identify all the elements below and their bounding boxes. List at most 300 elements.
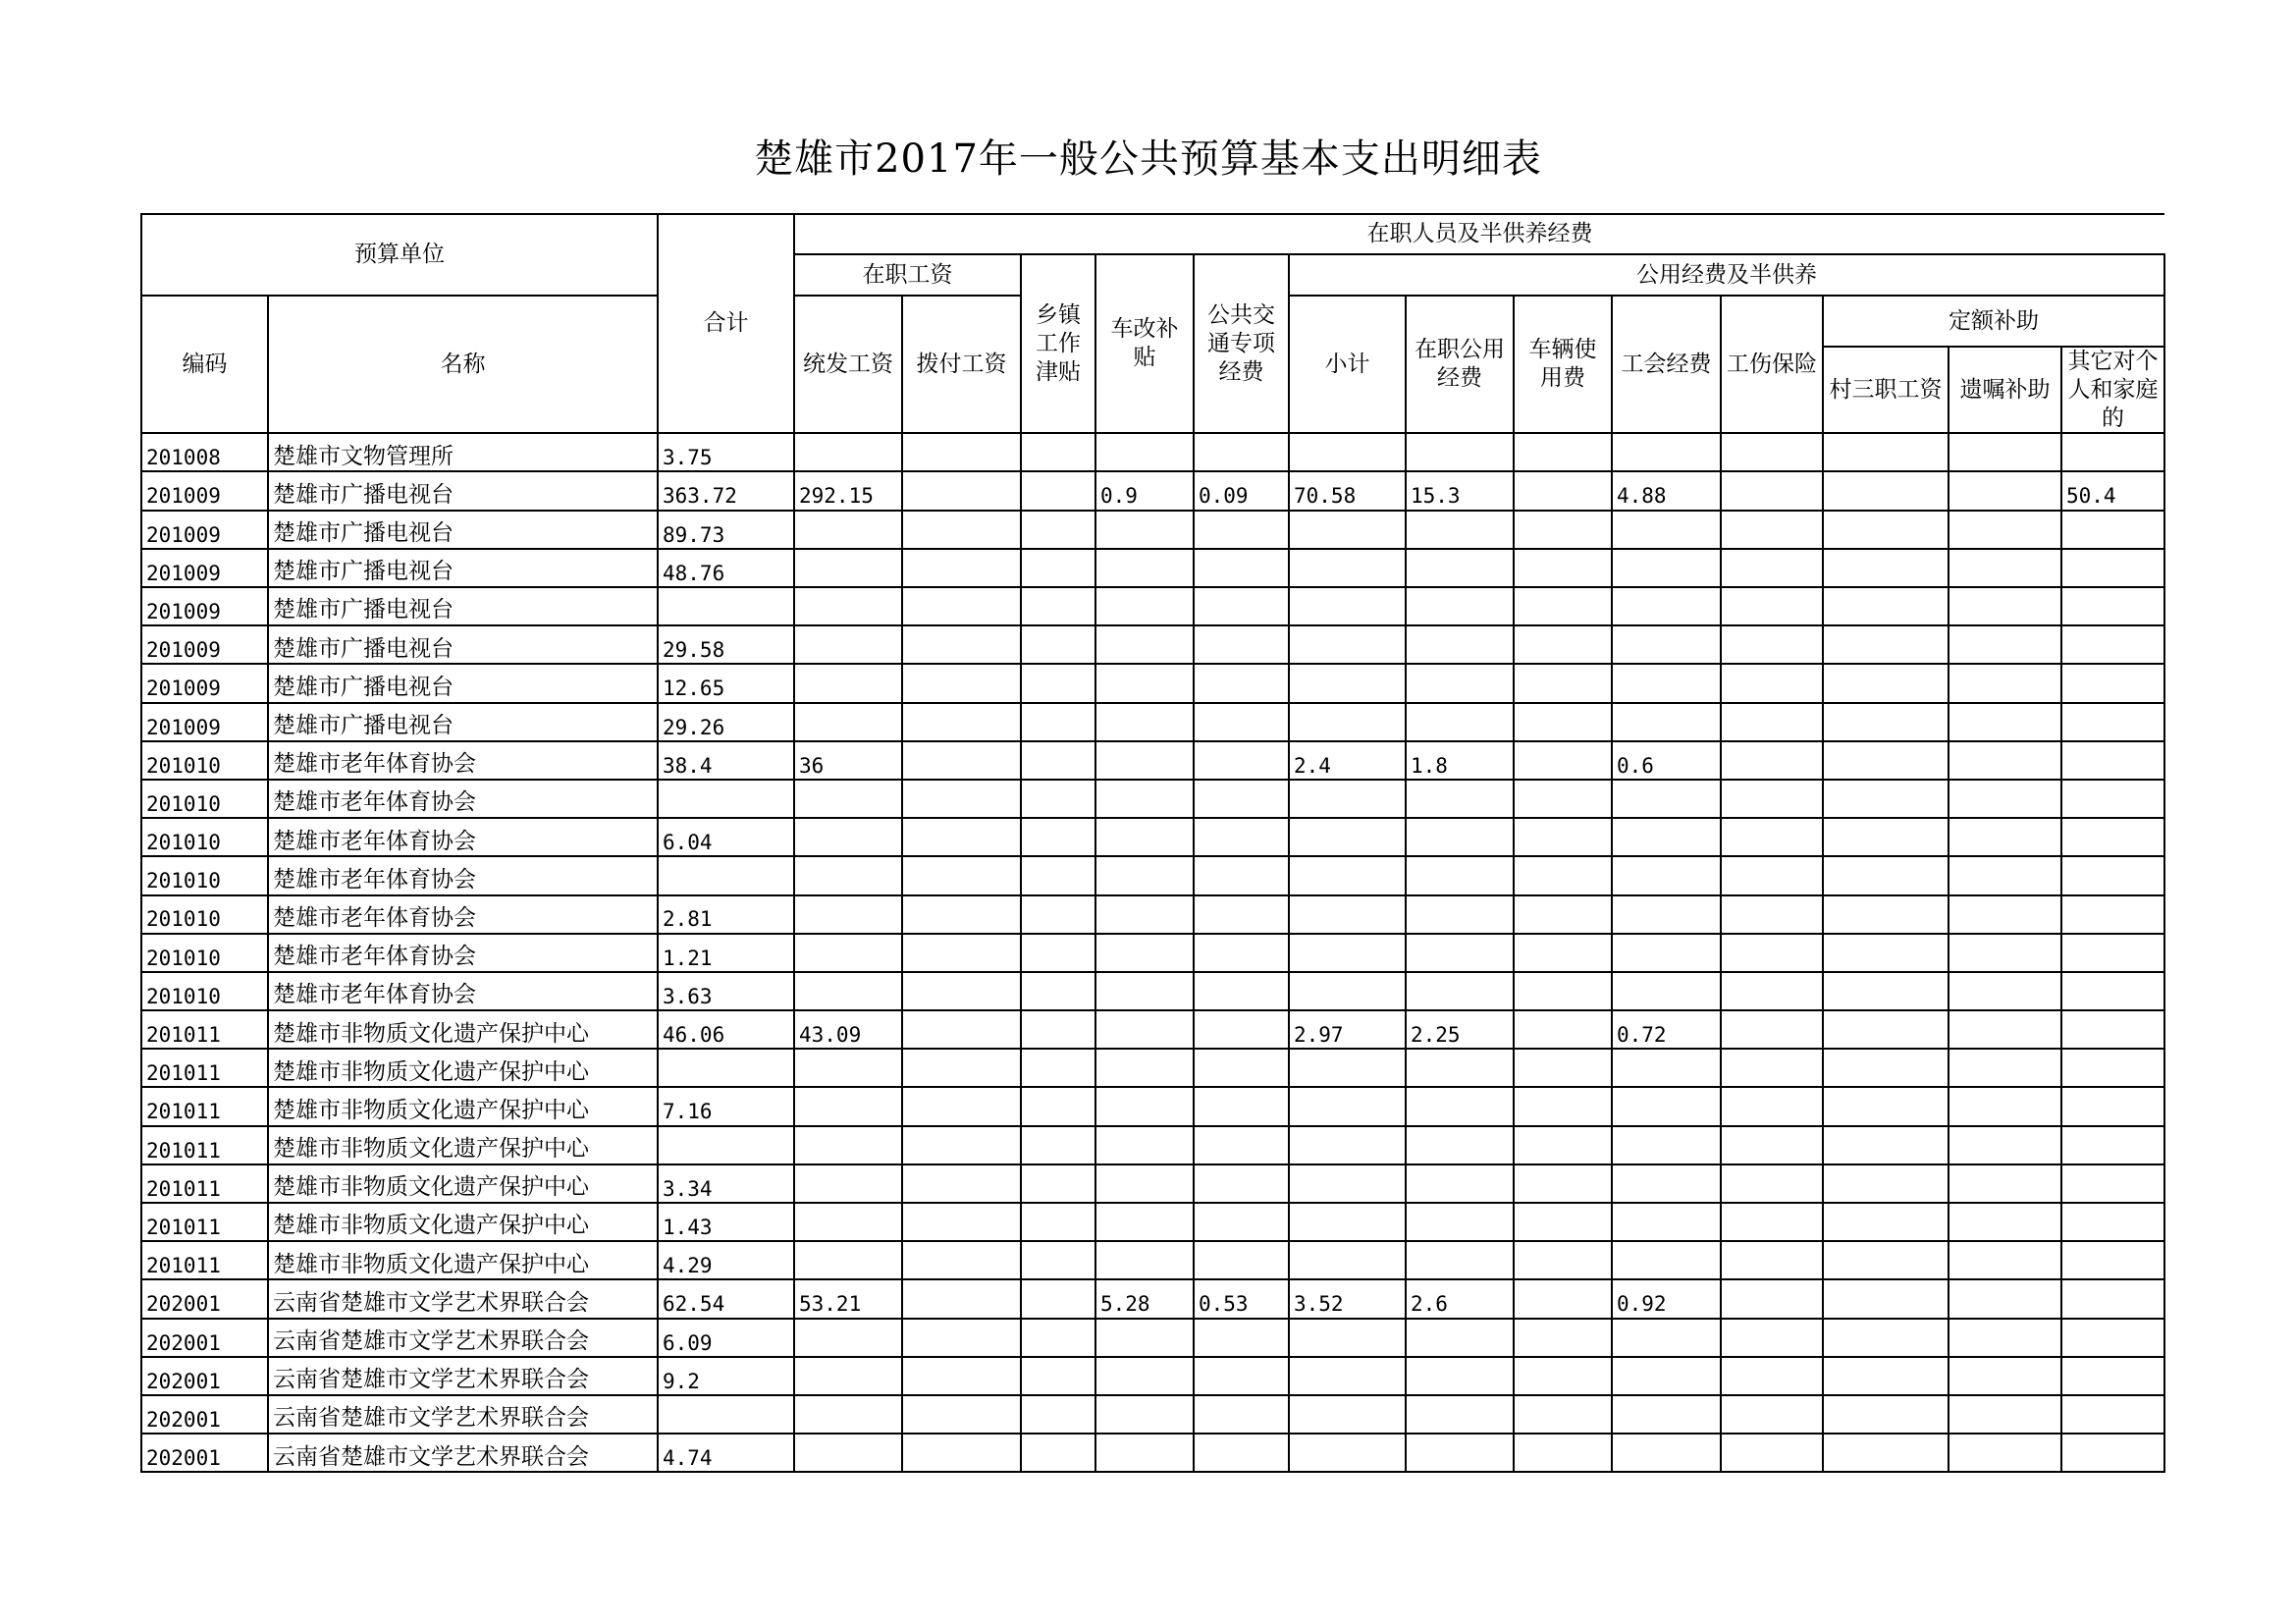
cell-work-injury-insurance [1721, 972, 1823, 1010]
cell-public-transport-fund [1194, 1319, 1289, 1357]
cell-public-transport-fund [1194, 1395, 1289, 1434]
cell-staff-public-funds [1406, 1087, 1514, 1125]
table-row [141, 780, 2164, 818]
cell-car-reform-subsidy [1095, 856, 1194, 894]
cell-total [658, 1049, 794, 1087]
cell-dependant-subsidy [1949, 1164, 2061, 1203]
cell-staff-public-funds [1406, 1395, 1514, 1434]
cell-subtotal [1289, 972, 1406, 1010]
cell-other-personal-family [2061, 1010, 2164, 1049]
cell-code: 201009 [141, 471, 268, 510]
cell-allocated-wages [902, 471, 1021, 510]
cell-staff-public-funds [1406, 856, 1514, 894]
cell-vehicle-fee [1514, 1164, 1612, 1203]
cell-union-fund [1612, 1049, 1721, 1087]
cell-union-fund [1612, 780, 1721, 818]
cell-union-fund [1612, 1087, 1721, 1125]
cell-code: 202001 [141, 1319, 268, 1357]
cell-other-personal-family [2061, 1319, 2164, 1357]
cell-union-fund [1612, 1241, 1721, 1279]
cell-allocated-wages [902, 1203, 1021, 1241]
cell-work-injury-insurance [1721, 1434, 1823, 1472]
cell-township-allowance [1021, 471, 1095, 510]
cell-staff-public-funds: 2.6 [1406, 1279, 1514, 1318]
cell-unified-wages [794, 1241, 902, 1279]
cell-name: 云南省楚雄市文学艺术界联合会 [268, 1279, 658, 1318]
cell-vehicle-fee [1514, 934, 1612, 972]
cell-work-injury-insurance [1721, 1164, 1823, 1203]
cell-vehicle-fee [1514, 1203, 1612, 1241]
cell-township-allowance [1021, 1241, 1095, 1279]
cell-unified-wages [794, 1357, 902, 1395]
cell-public-transport-fund [1194, 625, 1289, 664]
cell-public-transport-fund [1194, 780, 1289, 818]
cell-union-fund [1612, 1319, 1721, 1357]
header-dependant-subsidy: 遗嘱补助 [1949, 347, 2061, 433]
cell-other-personal-family: 50.4 [2061, 471, 2164, 510]
cell-public-transport-fund [1194, 972, 1289, 1010]
cell-allocated-wages [902, 818, 1021, 856]
cell-allocated-wages [902, 1434, 1021, 1472]
cell-vehicle-fee [1514, 818, 1612, 856]
cell-union-fund: 4.88 [1612, 471, 1721, 510]
cell-car-reform-subsidy [1095, 703, 1194, 741]
cell-other-personal-family [2061, 1087, 2164, 1125]
cell-name: 楚雄市非物质文化遗产保护中心 [268, 1241, 658, 1279]
cell-township-allowance [1021, 664, 1095, 702]
cell-unified-wages [794, 856, 902, 894]
cell-other-personal-family [2061, 1241, 2164, 1279]
cell-village-cadre-wages [1823, 1241, 1949, 1279]
cell-car-reform-subsidy [1095, 741, 1194, 780]
cell-other-personal-family [2061, 1279, 2164, 1318]
cell-union-fund [1612, 587, 1721, 625]
cell-car-reform-subsidy: 5.28 [1095, 1279, 1194, 1318]
cell-work-injury-insurance [1721, 664, 1823, 702]
cell-union-fund [1612, 1434, 1721, 1472]
cell-total: 62.54 [658, 1279, 794, 1318]
cell-name: 楚雄市非物质文化遗产保护中心 [268, 1010, 658, 1049]
cell-allocated-wages [902, 433, 1021, 471]
cell-township-allowance [1021, 1126, 1095, 1164]
cell-union-fund [1612, 1395, 1721, 1434]
cell-public-transport-fund [1194, 511, 1289, 549]
cell-staff-public-funds [1406, 1049, 1514, 1087]
cell-name: 云南省楚雄市文学艺术界联合会 [268, 1434, 658, 1472]
cell-unified-wages [794, 625, 902, 664]
cell-vehicle-fee [1514, 471, 1612, 510]
cell-work-injury-insurance [1721, 471, 1823, 510]
cell-other-personal-family [2061, 1434, 2164, 1472]
cell-village-cadre-wages [1823, 664, 1949, 702]
table-row [141, 1126, 2164, 1164]
cell-car-reform-subsidy [1095, 1126, 1194, 1164]
table-row [141, 818, 2164, 856]
cell-township-allowance [1021, 587, 1095, 625]
cell-car-reform-subsidy [1095, 433, 1194, 471]
cell-township-allowance [1021, 895, 1095, 934]
cell-car-reform-subsidy [1095, 1434, 1194, 1472]
cell-vehicle-fee [1514, 1319, 1612, 1357]
cell-work-injury-insurance [1721, 1010, 1823, 1049]
cell-allocated-wages [902, 1049, 1021, 1087]
cell-village-cadre-wages [1823, 780, 1949, 818]
header-work-injury-insurance: 工伤保险 [1721, 296, 1823, 433]
cell-township-allowance [1021, 1203, 1095, 1241]
cell-total: 7.16 [658, 1087, 794, 1125]
cell-subtotal [1289, 1203, 1406, 1241]
cell-union-fund [1612, 549, 1721, 587]
cell-subtotal [1289, 511, 1406, 549]
cell-public-transport-fund [1194, 1010, 1289, 1049]
cell-work-injury-insurance [1721, 549, 1823, 587]
cell-name: 楚雄市广播电视台 [268, 511, 658, 549]
cell-village-cadre-wages [1823, 703, 1949, 741]
cell-name: 楚雄市非物质文化遗产保护中心 [268, 1203, 658, 1241]
cell-work-injury-insurance [1721, 818, 1823, 856]
cell-staff-public-funds: 2.25 [1406, 1010, 1514, 1049]
cell-allocated-wages [902, 1087, 1021, 1125]
cell-unified-wages [794, 934, 902, 972]
cell-vehicle-fee [1514, 972, 1612, 1010]
cell-public-transport-fund [1194, 1087, 1289, 1125]
cell-vehicle-fee [1514, 895, 1612, 934]
cell-total: 3.75 [658, 433, 794, 471]
cell-allocated-wages [902, 1010, 1021, 1049]
cell-staff-public-funds [1406, 1434, 1514, 1472]
cell-subtotal [1289, 780, 1406, 818]
cell-staff-public-funds [1406, 1241, 1514, 1279]
cell-work-injury-insurance [1721, 1319, 1823, 1357]
table-row [141, 1010, 2164, 1049]
cell-staff-public-funds [1406, 1203, 1514, 1241]
cell-vehicle-fee [1514, 1010, 1612, 1049]
cell-allocated-wages [902, 1126, 1021, 1164]
cell-allocated-wages [902, 549, 1021, 587]
cell-work-injury-insurance [1721, 433, 1823, 471]
cell-dependant-subsidy [1949, 741, 2061, 780]
cell-vehicle-fee [1514, 549, 1612, 587]
cell-village-cadre-wages [1823, 1434, 1949, 1472]
cell-work-injury-insurance [1721, 587, 1823, 625]
cell-other-personal-family [2061, 511, 2164, 549]
cell-other-personal-family [2061, 433, 2164, 471]
cell-name: 云南省楚雄市文学艺术界联合会 [268, 1357, 658, 1395]
cell-car-reform-subsidy [1095, 895, 1194, 934]
cell-dependant-subsidy [1949, 433, 2061, 471]
cell-total [658, 856, 794, 894]
cell-unified-wages [794, 664, 902, 702]
cell-subtotal [1289, 1087, 1406, 1125]
cell-union-fund: 0.6 [1612, 741, 1721, 780]
cell-dependant-subsidy [1949, 972, 2061, 1010]
cell-village-cadre-wages [1823, 1357, 1949, 1395]
cell-dependant-subsidy [1949, 511, 2061, 549]
cell-code: 201010 [141, 818, 268, 856]
cell-unified-wages: 292.15 [794, 471, 902, 510]
cell-code: 201010 [141, 856, 268, 894]
cell-public-transport-fund [1194, 1357, 1289, 1395]
cell-township-allowance [1021, 1087, 1095, 1125]
cell-public-transport-fund [1194, 433, 1289, 471]
cell-unified-wages [794, 511, 902, 549]
cell-car-reform-subsidy [1095, 1319, 1194, 1357]
cell-township-allowance [1021, 511, 1095, 549]
header-subtotal: 小计 [1289, 296, 1406, 433]
cell-total: 38.4 [658, 741, 794, 780]
cell-union-fund: 0.92 [1612, 1279, 1721, 1318]
cell-township-allowance [1021, 433, 1095, 471]
cell-township-allowance [1021, 818, 1095, 856]
cell-allocated-wages [902, 1241, 1021, 1279]
cell-total: 29.58 [658, 625, 794, 664]
cell-other-personal-family [2061, 1203, 2164, 1241]
cell-village-cadre-wages [1823, 511, 1949, 549]
cell-name: 楚雄市广播电视台 [268, 664, 658, 702]
cell-total: 48.76 [658, 549, 794, 587]
cell-subtotal [1289, 587, 1406, 625]
cell-other-personal-family [2061, 895, 2164, 934]
cell-village-cadre-wages [1823, 1319, 1949, 1357]
cell-name: 楚雄市广播电视台 [268, 703, 658, 741]
cell-subtotal [1289, 895, 1406, 934]
cell-car-reform-subsidy [1095, 780, 1194, 818]
cell-union-fund [1612, 934, 1721, 972]
cell-unified-wages [794, 1049, 902, 1087]
cell-vehicle-fee [1514, 1126, 1612, 1164]
header-vehicle-fee: 车辆使用费 [1514, 296, 1612, 433]
cell-allocated-wages [902, 511, 1021, 549]
cell-subtotal [1289, 934, 1406, 972]
cell-allocated-wages [902, 972, 1021, 1010]
cell-public-transport-fund [1194, 1164, 1289, 1203]
cell-name: 楚雄市非物质文化遗产保护中心 [268, 1049, 658, 1087]
cell-subtotal [1289, 1126, 1406, 1164]
cell-car-reform-subsidy [1095, 1010, 1194, 1049]
cell-name: 楚雄市老年体育协会 [268, 780, 658, 818]
cell-township-allowance [1021, 934, 1095, 972]
cell-union-fund [1612, 818, 1721, 856]
cell-car-reform-subsidy [1095, 549, 1194, 587]
cell-code: 201010 [141, 934, 268, 972]
cell-code: 202001 [141, 1279, 268, 1318]
cell-union-fund [1612, 433, 1721, 471]
cell-work-injury-insurance [1721, 1087, 1823, 1125]
cell-code: 201009 [141, 625, 268, 664]
cell-code: 201009 [141, 664, 268, 702]
cell-unified-wages [794, 587, 902, 625]
cell-total: 363.72 [658, 471, 794, 510]
cell-name: 楚雄市文物管理所 [268, 433, 658, 471]
table-row [141, 511, 2164, 549]
table-row [141, 703, 2164, 741]
cell-staff-public-funds [1406, 1357, 1514, 1395]
cell-other-personal-family [2061, 1049, 2164, 1087]
cell-vehicle-fee [1514, 511, 1612, 549]
table-row [141, 972, 2164, 1010]
cell-unified-wages: 43.09 [794, 1010, 902, 1049]
cell-vehicle-fee [1514, 625, 1612, 664]
table-row [141, 1164, 2164, 1203]
cell-other-personal-family [2061, 625, 2164, 664]
table-row [141, 741, 2164, 780]
cell-name: 楚雄市老年体育协会 [268, 856, 658, 894]
cell-work-injury-insurance [1721, 780, 1823, 818]
cell-work-injury-insurance [1721, 856, 1823, 894]
cell-village-cadre-wages [1823, 1164, 1949, 1203]
cell-dependant-subsidy [1949, 780, 2061, 818]
cell-village-cadre-wages [1823, 1087, 1949, 1125]
cell-village-cadre-wages [1823, 895, 1949, 934]
table-body [141, 433, 2164, 1472]
cell-code: 201010 [141, 972, 268, 1010]
cell-dependant-subsidy [1949, 934, 2061, 972]
cell-vehicle-fee [1514, 1395, 1612, 1434]
cell-allocated-wages [902, 587, 1021, 625]
cell-work-injury-insurance [1721, 1126, 1823, 1164]
cell-name: 楚雄市广播电视台 [268, 587, 658, 625]
table-row [141, 433, 2164, 471]
cell-other-personal-family [2061, 1126, 2164, 1164]
cell-other-personal-family [2061, 972, 2164, 1010]
cell-dependant-subsidy [1949, 1010, 2061, 1049]
cell-unified-wages [794, 1087, 902, 1125]
cell-other-personal-family [2061, 549, 2164, 587]
cell-union-fund: 0.72 [1612, 1010, 1721, 1049]
table-row [141, 856, 2164, 894]
cell-name: 云南省楚雄市文学艺术界联合会 [268, 1319, 658, 1357]
table-row [141, 471, 2164, 510]
cell-township-allowance [1021, 780, 1095, 818]
cell-code: 201011 [141, 1010, 268, 1049]
header-public-funds-and-support: 公用经费及半供养 [1289, 254, 2164, 296]
cell-dependant-subsidy [1949, 1395, 2061, 1434]
cell-vehicle-fee [1514, 703, 1612, 741]
cell-unified-wages [794, 1126, 902, 1164]
cell-public-transport-fund [1194, 934, 1289, 972]
cell-subtotal [1289, 1395, 1406, 1434]
cell-staff-public-funds [1406, 972, 1514, 1010]
cell-name: 楚雄市广播电视台 [268, 471, 658, 510]
cell-allocated-wages [902, 780, 1021, 818]
cell-subtotal [1289, 1049, 1406, 1087]
cell-code: 201011 [141, 1203, 268, 1241]
cell-name: 楚雄市老年体育协会 [268, 934, 658, 972]
cell-staff-public-funds [1406, 587, 1514, 625]
cell-other-personal-family [2061, 664, 2164, 702]
cell-code: 201011 [141, 1087, 268, 1125]
cell-work-injury-insurance [1721, 934, 1823, 972]
cell-township-allowance [1021, 1279, 1095, 1318]
cell-other-personal-family [2061, 780, 2164, 818]
cell-union-fund [1612, 895, 1721, 934]
table-row [141, 549, 2164, 587]
cell-public-transport-fund [1194, 1203, 1289, 1241]
cell-dependant-subsidy [1949, 1126, 2061, 1164]
cell-township-allowance [1021, 703, 1095, 741]
cell-name: 楚雄市老年体育协会 [268, 818, 658, 856]
cell-name: 楚雄市非物质文化遗产保护中心 [268, 1087, 658, 1125]
cell-car-reform-subsidy [1095, 1087, 1194, 1125]
cell-total: 3.34 [658, 1164, 794, 1203]
cell-code: 201010 [141, 780, 268, 818]
cell-unified-wages: 53.21 [794, 1279, 902, 1318]
cell-public-transport-fund [1194, 1049, 1289, 1087]
header-township-allowance: 乡镇工作津贴 [1021, 254, 1095, 433]
cell-vehicle-fee [1514, 780, 1612, 818]
cell-subtotal [1289, 549, 1406, 587]
table-row [141, 1241, 2164, 1279]
cell-township-allowance [1021, 972, 1095, 1010]
cell-total: 3.63 [658, 972, 794, 1010]
cell-car-reform-subsidy [1095, 818, 1194, 856]
cell-vehicle-fee [1514, 1087, 1612, 1125]
header-unified-wages: 统发工资 [794, 296, 902, 433]
cell-staff-public-funds [1406, 818, 1514, 856]
cell-name: 楚雄市非物质文化遗产保护中心 [268, 1126, 658, 1164]
cell-township-allowance [1021, 1049, 1095, 1087]
cell-other-personal-family [2061, 1164, 2164, 1203]
cell-union-fund [1612, 511, 1721, 549]
header-village-cadre-wages: 村三职工资 [1823, 347, 1949, 433]
cell-code: 202001 [141, 1357, 268, 1395]
cell-vehicle-fee [1514, 433, 1612, 471]
cell-other-personal-family [2061, 703, 2164, 741]
cell-work-injury-insurance [1721, 741, 1823, 780]
cell-subtotal [1289, 664, 1406, 702]
cell-subtotal [1289, 1319, 1406, 1357]
cell-unified-wages [794, 1395, 902, 1434]
cell-public-transport-fund [1194, 818, 1289, 856]
cell-allocated-wages [902, 625, 1021, 664]
header-budget-unit: 预算单位 [141, 214, 658, 296]
table-row [141, 664, 2164, 702]
cell-other-personal-family [2061, 1395, 2164, 1434]
cell-unified-wages [794, 1434, 902, 1472]
cell-allocated-wages [902, 1395, 1021, 1434]
cell-other-personal-family [2061, 856, 2164, 894]
cell-subtotal [1289, 625, 1406, 664]
cell-dependant-subsidy [1949, 1434, 2061, 1472]
cell-dependant-subsidy [1949, 818, 2061, 856]
header-code: 编码 [141, 296, 268, 433]
cell-subtotal [1289, 1434, 1406, 1472]
table-row [141, 1395, 2164, 1434]
cell-car-reform-subsidy [1095, 1164, 1194, 1203]
cell-code: 202001 [141, 1434, 268, 1472]
cell-union-fund [1612, 1126, 1721, 1164]
cell-village-cadre-wages [1823, 1279, 1949, 1318]
cell-code: 201010 [141, 741, 268, 780]
header-allocated-wages: 拨付工资 [902, 296, 1021, 433]
cell-public-transport-fund [1194, 856, 1289, 894]
cell-car-reform-subsidy [1095, 972, 1194, 1010]
header-staff-wages: 在职工资 [794, 254, 1021, 296]
cell-staff-public-funds [1406, 511, 1514, 549]
cell-car-reform-subsidy [1095, 625, 1194, 664]
cell-vehicle-fee [1514, 1434, 1612, 1472]
cell-subtotal [1289, 433, 1406, 471]
cell-allocated-wages [902, 1357, 1021, 1395]
cell-vehicle-fee [1514, 1357, 1612, 1395]
cell-total: 4.74 [658, 1434, 794, 1472]
cell-township-allowance [1021, 1164, 1095, 1203]
cell-name: 楚雄市广播电视台 [268, 549, 658, 587]
cell-subtotal: 3.52 [1289, 1279, 1406, 1318]
cell-staff-public-funds [1406, 549, 1514, 587]
cell-allocated-wages [902, 1319, 1021, 1357]
cell-staff-public-funds [1406, 664, 1514, 702]
